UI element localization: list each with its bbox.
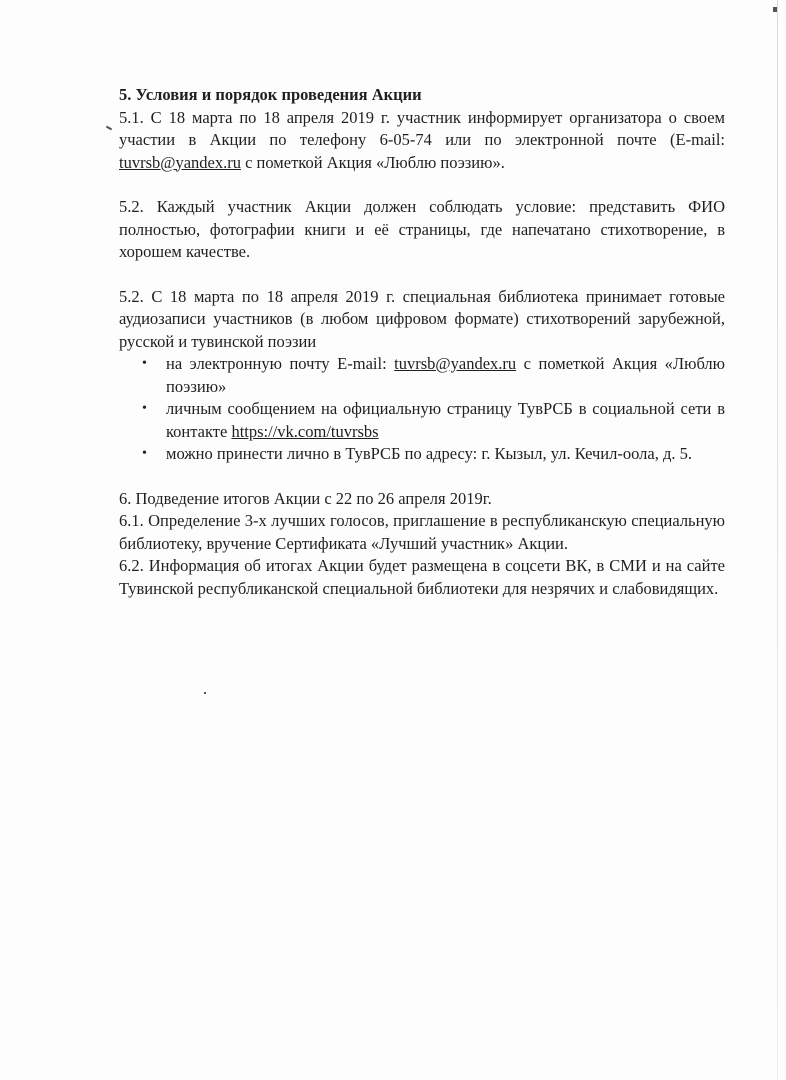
scan-dot xyxy=(204,692,206,694)
document-body xyxy=(119,84,725,600)
scan-mark-left xyxy=(106,126,112,131)
scan-speck-top-right xyxy=(773,7,777,12)
submission-methods-list xyxy=(119,353,725,466)
email-link[interactable]: tuvrsb@yandex.ru xyxy=(394,354,517,373)
paragraph-6-2: 6.2. Информация об итогах Акции будет размещена в соцсети ВК, в СМИ и на сайте Тувинской республиканской специальной библиотеки для незрячих и слабовидящих. xyxy=(119,556,725,598)
section-6-heading: 6. Подведение итогов Акции с 22 по 26 апреля 2019г. xyxy=(119,488,492,508)
section-5-heading: 5. Условия и порядок проведения Акции xyxy=(119,85,422,104)
paragraph-5-2b: 5.2. С 18 марта по 18 апреля 2019 г. специальная библиотека принимает готовые аудиозаписи участников (в любом цифровом формате) стихотворений зарубежной, русской и тувинской поэзии xyxy=(119,286,725,351)
list-item-address: • можно принести лично в ТувРСБ по адресу: г. Кызыл, ул. Кечил-оола, д. 5. xyxy=(166,443,725,466)
scan-edge-line xyxy=(777,0,778,1080)
list-item-vk: • личным сообщением на официальную страницу ТувРСБ в социальной сети в контакте https://vk.com/tuvrsbs xyxy=(166,398,725,443)
list-item-email: • на электронную почту E-mail: tuvrsb@yandex.ru с пометкой Акция «Люблю поэзию» xyxy=(166,353,725,398)
paragraph-6-1: 6.1. Определение 3-х лучших голосов, приглашение в республиканскую специальную библиотеку, вручение Сертификата «Лучший участник» Акции. xyxy=(119,511,725,553)
email-link[interactable]: tuvrsb@yandex.ru xyxy=(119,152,241,172)
paragraph-5-1: 5.1. С 18 марта по 18 апреля 2019 г. участник информирует организатора о своем участии в Акции по телефону 6-05-74 или по электронной почте (E-mail: tuvrsb@yandex.ru с пометкой Акция «Люблю поэзию». xyxy=(119,107,725,172)
vk-link[interactable]: https://vk.com/tuvrsbs xyxy=(231,421,379,441)
paragraph-5-2: 5.2. Каждый участник Акции должен соблюдать условие: представить ФИО полностью, фотографии книги и её страницы, где напечатано стихотворение, в хорошем качестве. xyxy=(119,197,725,261)
